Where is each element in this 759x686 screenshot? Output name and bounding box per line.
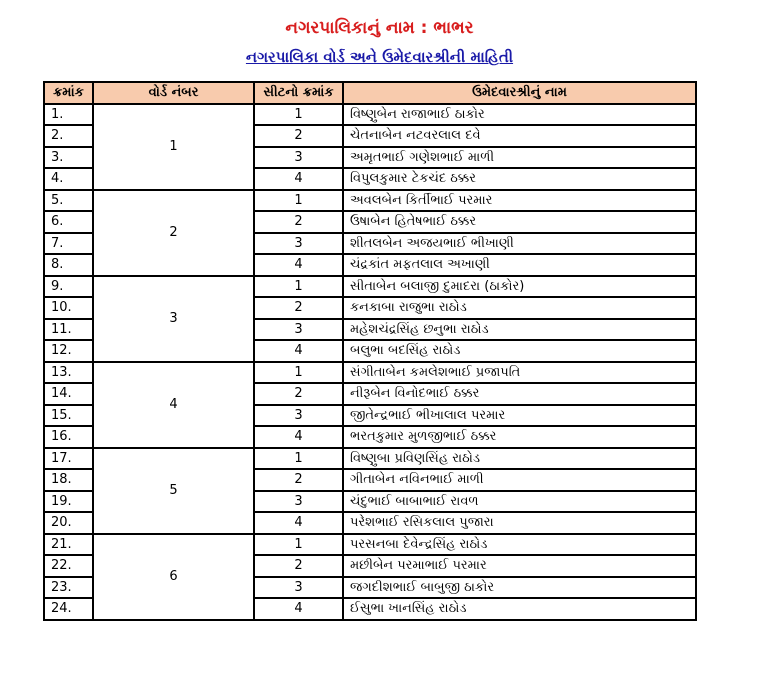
- candidate-name: ઈસુભા ખાનસિંહ રાઠોડ: [343, 598, 696, 620]
- table-header-row: [44, 82, 696, 104]
- serial-number: 23.: [44, 577, 93, 599]
- seat-number: 1: [254, 276, 343, 298]
- ward-number: 4: [93, 362, 254, 448]
- table-row: [44, 448, 696, 470]
- candidate-name: બલુભા બદસિંહ રાઠોડ: [343, 340, 696, 362]
- seat-number: 1: [254, 534, 343, 556]
- serial-number: 18.: [44, 469, 93, 491]
- seat-number: 3: [254, 491, 343, 513]
- seat-number: 3: [254, 577, 343, 599]
- serial-number: 2.: [44, 125, 93, 147]
- candidate-name: ચંદુભાઈ બાબાભાઈ રાવળ: [343, 491, 696, 513]
- table-row: [44, 362, 696, 384]
- serial-number: 7.: [44, 233, 93, 255]
- serial-number: 12.: [44, 340, 93, 362]
- ward-number: 2: [93, 190, 254, 276]
- table-row: [44, 276, 696, 298]
- seat-number: 4: [254, 512, 343, 534]
- candidate-table: [43, 81, 697, 621]
- serial-number: 21.: [44, 534, 93, 556]
- seat-number: 2: [254, 297, 343, 319]
- seat-number: 1: [254, 448, 343, 470]
- table-body: [44, 104, 696, 620]
- seat-number: 4: [254, 168, 343, 190]
- serial-number: 8.: [44, 254, 93, 276]
- candidate-name: અમૃતભાઈ ગણેશભાઈ માળી: [343, 147, 696, 169]
- seat-number: 4: [254, 598, 343, 620]
- candidate-name: જગદીશભાઈ બાબુજી ઠાકોર: [343, 577, 696, 599]
- serial-number: 24.: [44, 598, 93, 620]
- candidate-name: વિષ્ણુબેન રાજાભાઈ ઠાકોર: [343, 104, 696, 126]
- candidate-name: જીતેન્દ્રભાઈ ભીખાલાલ પરમાર: [343, 405, 696, 427]
- serial-number: 6.: [44, 211, 93, 233]
- ward-number: 5: [93, 448, 254, 534]
- seat-number: 1: [254, 190, 343, 212]
- serial-number: 19.: [44, 491, 93, 513]
- serial-number: 1.: [44, 104, 93, 126]
- candidate-name: સીતાબેન બલાજી દુમાદરા (ઠાકોર): [343, 276, 696, 298]
- seat-number: 4: [254, 340, 343, 362]
- candidate-name: ગીતાબેન નવિનભાઈ માળી: [343, 469, 696, 491]
- page-subtitle: નગરપાલિકા વોર્ડ અને ઉમેદવારશ્રીની માહિતી: [245, 48, 514, 66]
- column-header-ward: વોર્ડ નંબર: [93, 82, 254, 104]
- candidate-name: મછીબેન પરમાભાઈ પરમાર: [343, 555, 696, 577]
- candidate-name: મહેશચંદ્રસિંહ છનુભા રાઠોડ: [343, 319, 696, 341]
- seat-number: 3: [254, 147, 343, 169]
- serial-number: 10.: [44, 297, 93, 319]
- seat-number: 2: [254, 469, 343, 491]
- candidate-name: ભરતકુમાર મુળજીભાઈ ઠક્કર: [343, 426, 696, 448]
- candidate-name: અવલબેન કિર્તીભાઈ પરમાર: [343, 190, 696, 212]
- serial-number: 15.: [44, 405, 93, 427]
- candidate-name: વિપુલકુમાર ટેકચંદ ઠક્કર: [343, 168, 696, 190]
- seat-number: 1: [254, 104, 343, 126]
- column-header-candidate-name: ઉમેદવારશ્રીનું નામ: [343, 82, 696, 104]
- serial-number: 4.: [44, 168, 93, 190]
- serial-number: 16.: [44, 426, 93, 448]
- seat-number: 3: [254, 319, 343, 341]
- seat-number: 2: [254, 125, 343, 147]
- candidate-name: શીતલબેન અજયભાઈ ભીખાણી: [343, 233, 696, 255]
- candidate-name: વિષ્ણુબા પ્રવિણસિંહ રાઠોડ: [343, 448, 696, 470]
- serial-number: 9.: [44, 276, 93, 298]
- municipality-title: નગરપાલિકાનું નામ : ભાભર: [285, 18, 474, 38]
- serial-number: 3.: [44, 147, 93, 169]
- serial-number: 13.: [44, 362, 93, 384]
- table-row: [44, 104, 696, 126]
- serial-number: 11.: [44, 319, 93, 341]
- seat-number: 4: [254, 426, 343, 448]
- serial-number: 5.: [44, 190, 93, 212]
- ward-number: 3: [93, 276, 254, 362]
- seat-number: 2: [254, 555, 343, 577]
- candidate-name: પરેશભાઈ રસિકલાલ પુજારા: [343, 512, 696, 534]
- candidate-name: ઉષાબેન હિતેષભાઈ ઠક્કર: [343, 211, 696, 233]
- seat-number: 3: [254, 405, 343, 427]
- column-header-serial: ક્રમાંક: [44, 82, 93, 104]
- table-row: [44, 190, 696, 212]
- seat-number: 1: [254, 362, 343, 384]
- candidate-name: સંગીતાબેન કમલેશભાઈ પ્રજાપતિ: [343, 362, 696, 384]
- ward-number: 6: [93, 534, 254, 620]
- seat-number: 3: [254, 233, 343, 255]
- seat-number: 2: [254, 211, 343, 233]
- candidate-name: કનકાબા રાજુભા રાઠોડ: [343, 297, 696, 319]
- column-header-seat: સીટનો ક્રમાંક: [254, 82, 343, 104]
- serial-number: 14.: [44, 383, 93, 405]
- candidate-name: પરસનબા દેવેન્દ્રસિંહ રાઠોડ: [343, 534, 696, 556]
- seat-number: 2: [254, 383, 343, 405]
- seat-number: 4: [254, 254, 343, 276]
- serial-number: 20.: [44, 512, 93, 534]
- ward-number: 1: [93, 104, 254, 190]
- serial-number: 22.: [44, 555, 93, 577]
- candidate-name: ચેતનાબેન નટવરલાલ દવે: [343, 125, 696, 147]
- serial-number: 17.: [44, 448, 93, 470]
- candidate-name: નીરૂબેન વિનોદભાઈ ઠક્કર: [343, 383, 696, 405]
- candidate-name: ચંદ્રકાંત મફતલાલ અખાણી: [343, 254, 696, 276]
- table-row: [44, 534, 696, 556]
